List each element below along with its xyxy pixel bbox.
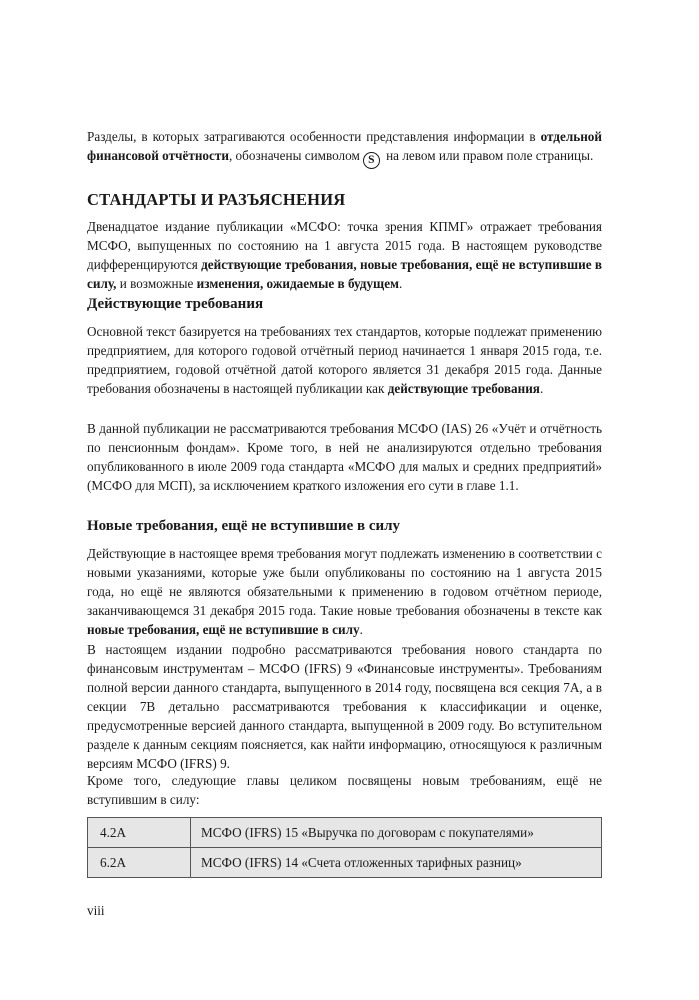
current-requirements-heading: Действующие требования xyxy=(87,296,264,312)
new-paragraph-3: Кроме того, следующие главы целиком посвящены новым требованиям, ещё не вступившим в силу: xyxy=(87,773,602,807)
new-paragraph-1: Действующие в настоящее время требования могут подлежать изменению в соответствии с новыми указаниями, которые уже были опубликованы по состоянию на 1 августа 2015 года, но ещё не являются обязательными к применению в годовом отчётном периоде, заканчивающемся 31 декабря 2015 года. Такие новые требования обозначены в тексте как новые требования, ещё не вступившие в силу. xyxy=(87,546,602,637)
new-requirements-heading: Новые требования, ещё не вступившие в силу xyxy=(87,518,401,534)
separate-fs-symbol-icon: S xyxy=(363,152,380,169)
table-row xyxy=(88,848,602,878)
new-paragraph-2: В настоящем издании подробно рассматриваются требования нового стандарта по финансовым инструментам – МСФО (IFRS) 9 «Финансовые инструменты». Требованиям полной версии данного стандарта, выпущенного в 2014 году, посвящена вся секция 7A, а в секции 7B детально рассматриваются требования к классификации и оценке, предусмотренные версией данного стандарта, выпущенной в 2009 году. Во вступительном разделе к данным секциям поясняется, как найти информацию, относящуюся к различным версиям МСФО (IFRS) 9. xyxy=(87,642,602,771)
chapter-title: МСФО (IFRS) 15 «Выручка по договорам с покупателями» xyxy=(191,818,602,848)
page-number: viii xyxy=(87,903,105,918)
intro-bold: отдельной финансовой отчётности xyxy=(87,129,602,163)
table-row xyxy=(88,818,602,848)
chapter-title: МСФО (IFRS) 14 «Счета отложенных тарифных разниц» xyxy=(191,848,602,878)
chapter-code: 4.2A xyxy=(88,818,191,848)
intro-paragraph: Разделы, в которых затрагиваются особенности представления информации в отдельной финансовой отчётности, обозначены символом S на левом или правом поле страницы. xyxy=(87,127,602,169)
chapters-table xyxy=(87,817,602,878)
chapter-code: 6.2A xyxy=(88,848,191,878)
section-paragraph: Двенадцатое издание публикации «МСФО: точка зрения КПМГ» отражает требования МСФО, выпущенных по состоянию на 1 августа 2015 года. В настоящем руководстве дифференцируются действующие требования, новые требования, ещё не вступившие в силу, и возможные изменения, ожидаемые в будущем. xyxy=(87,219,602,291)
section-title: СТАНДАРТЫ И РАЗЪЯСНЕНИЯ xyxy=(87,190,346,209)
current-paragraph-2: В данной публикации не рассматриваются требования МСФО (IAS) 26 «Учёт и отчётность по пенсионным фондам». Кроме того, в ней не анализируются отдельно требования опубликованного в июле 2009 года стандарта «МСФО для малых и средних предприятий» (МСФО для МСП), за исключением краткого изложения его сути в главе 1.1. xyxy=(87,421,602,493)
current-paragraph-1: Основной текст базируется на требованиях тех стандартов, которые подлежат применению предприятием, для которого годовой отчётный период начинается 1 января 2015 года, т.е. предприятием, годовой отчётной датой которого является 31 декабря 2015 года. Данные требования обозначены в настоящей публикации как действующие требования. xyxy=(87,324,602,396)
